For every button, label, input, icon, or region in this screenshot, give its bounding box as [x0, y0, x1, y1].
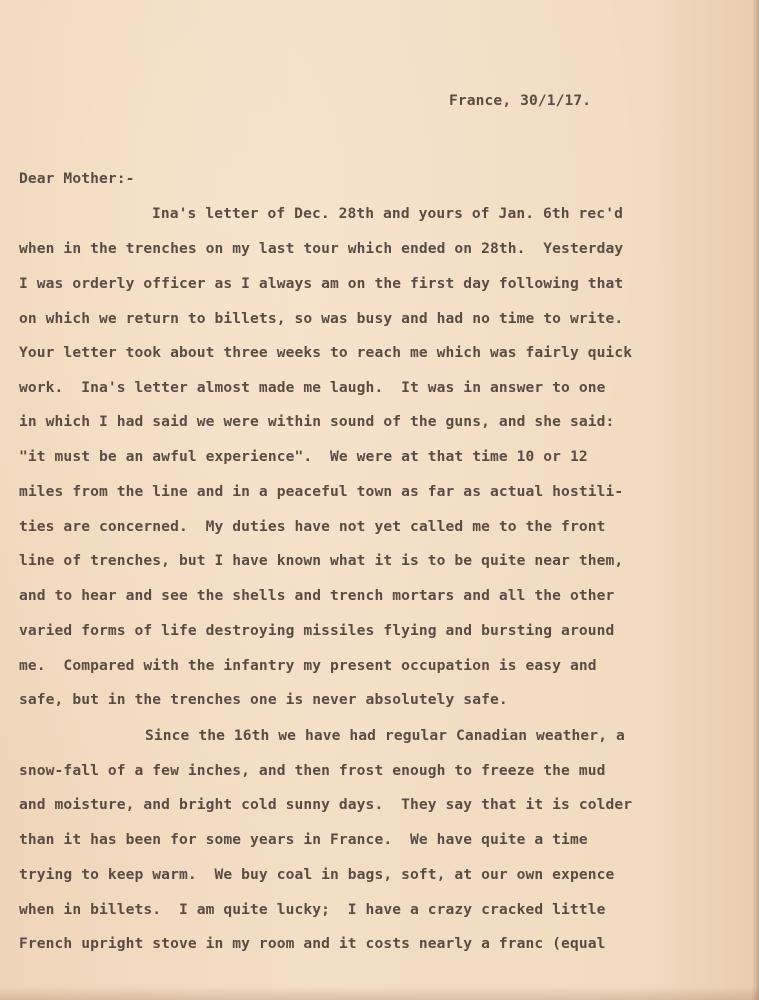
page-bottom-shadow — [0, 986, 759, 1000]
text-line: than it has been for some years in France. We have quite a time — [19, 831, 588, 848]
text-line: Ina's letter of Dec. 28th and yours of Jan. 6th rec'd — [152, 205, 623, 222]
text-line: me. Compared with the infantry my present occupation is easy and — [19, 657, 597, 674]
text-line: trying to keep warm. We buy coal in bags, soft, at our own expence — [19, 866, 615, 883]
text-line: safe, but in the trenches one is never absolutely safe. — [19, 691, 508, 708]
text-line: miles from the line and in a peaceful town as far as actual hostili- — [19, 483, 624, 500]
text-line: ties are concerned. My duties have not yet called me to the front — [19, 518, 606, 535]
text-line: Since the 16th we have had regular Canadian weather, a — [145, 727, 625, 744]
text-line: "it must be an awful experience". We were at that time 10 or 12 — [19, 448, 588, 465]
text-line: French upright stove in my room and it costs nearly a franc (equal — [19, 935, 606, 952]
text-line: in which I had said we were within sound of the guns, and she said: — [19, 413, 615, 430]
text-line: when in billets. I am quite lucky; I have a crazy cracked little — [19, 901, 606, 918]
text-line: varied forms of life destroying missiles flying and bursting around — [19, 622, 615, 639]
page-edge-shadow — [752, 0, 759, 1000]
text-line: and moisture, and bright cold sunny days. They say that it is colder — [19, 796, 633, 813]
text-line: on which we return to billets, so was busy and had no time to write. — [19, 310, 624, 327]
text-line: Your letter took about three weeks to reach me which was fairly quick — [19, 344, 633, 361]
salutation: Dear Mother:- — [19, 170, 135, 187]
text-line: snow-fall of a few inches, and then frost enough to freeze the mud — [19, 762, 606, 779]
text-line: I was orderly officer as I always am on the first day following that — [19, 275, 624, 292]
letter-date: France, 30/1/17. — [449, 92, 592, 109]
text-line: when in the trenches on my last tour which ended on 28th. Yesterday — [19, 240, 624, 257]
text-line: and to hear and see the shells and trench mortars and all the other — [19, 587, 615, 604]
text-line: work. Ina's letter almost made me laugh. It was in answer to one — [19, 379, 606, 396]
text-line: line of trenches, but I have known what it is to be quite near them, — [19, 552, 624, 569]
